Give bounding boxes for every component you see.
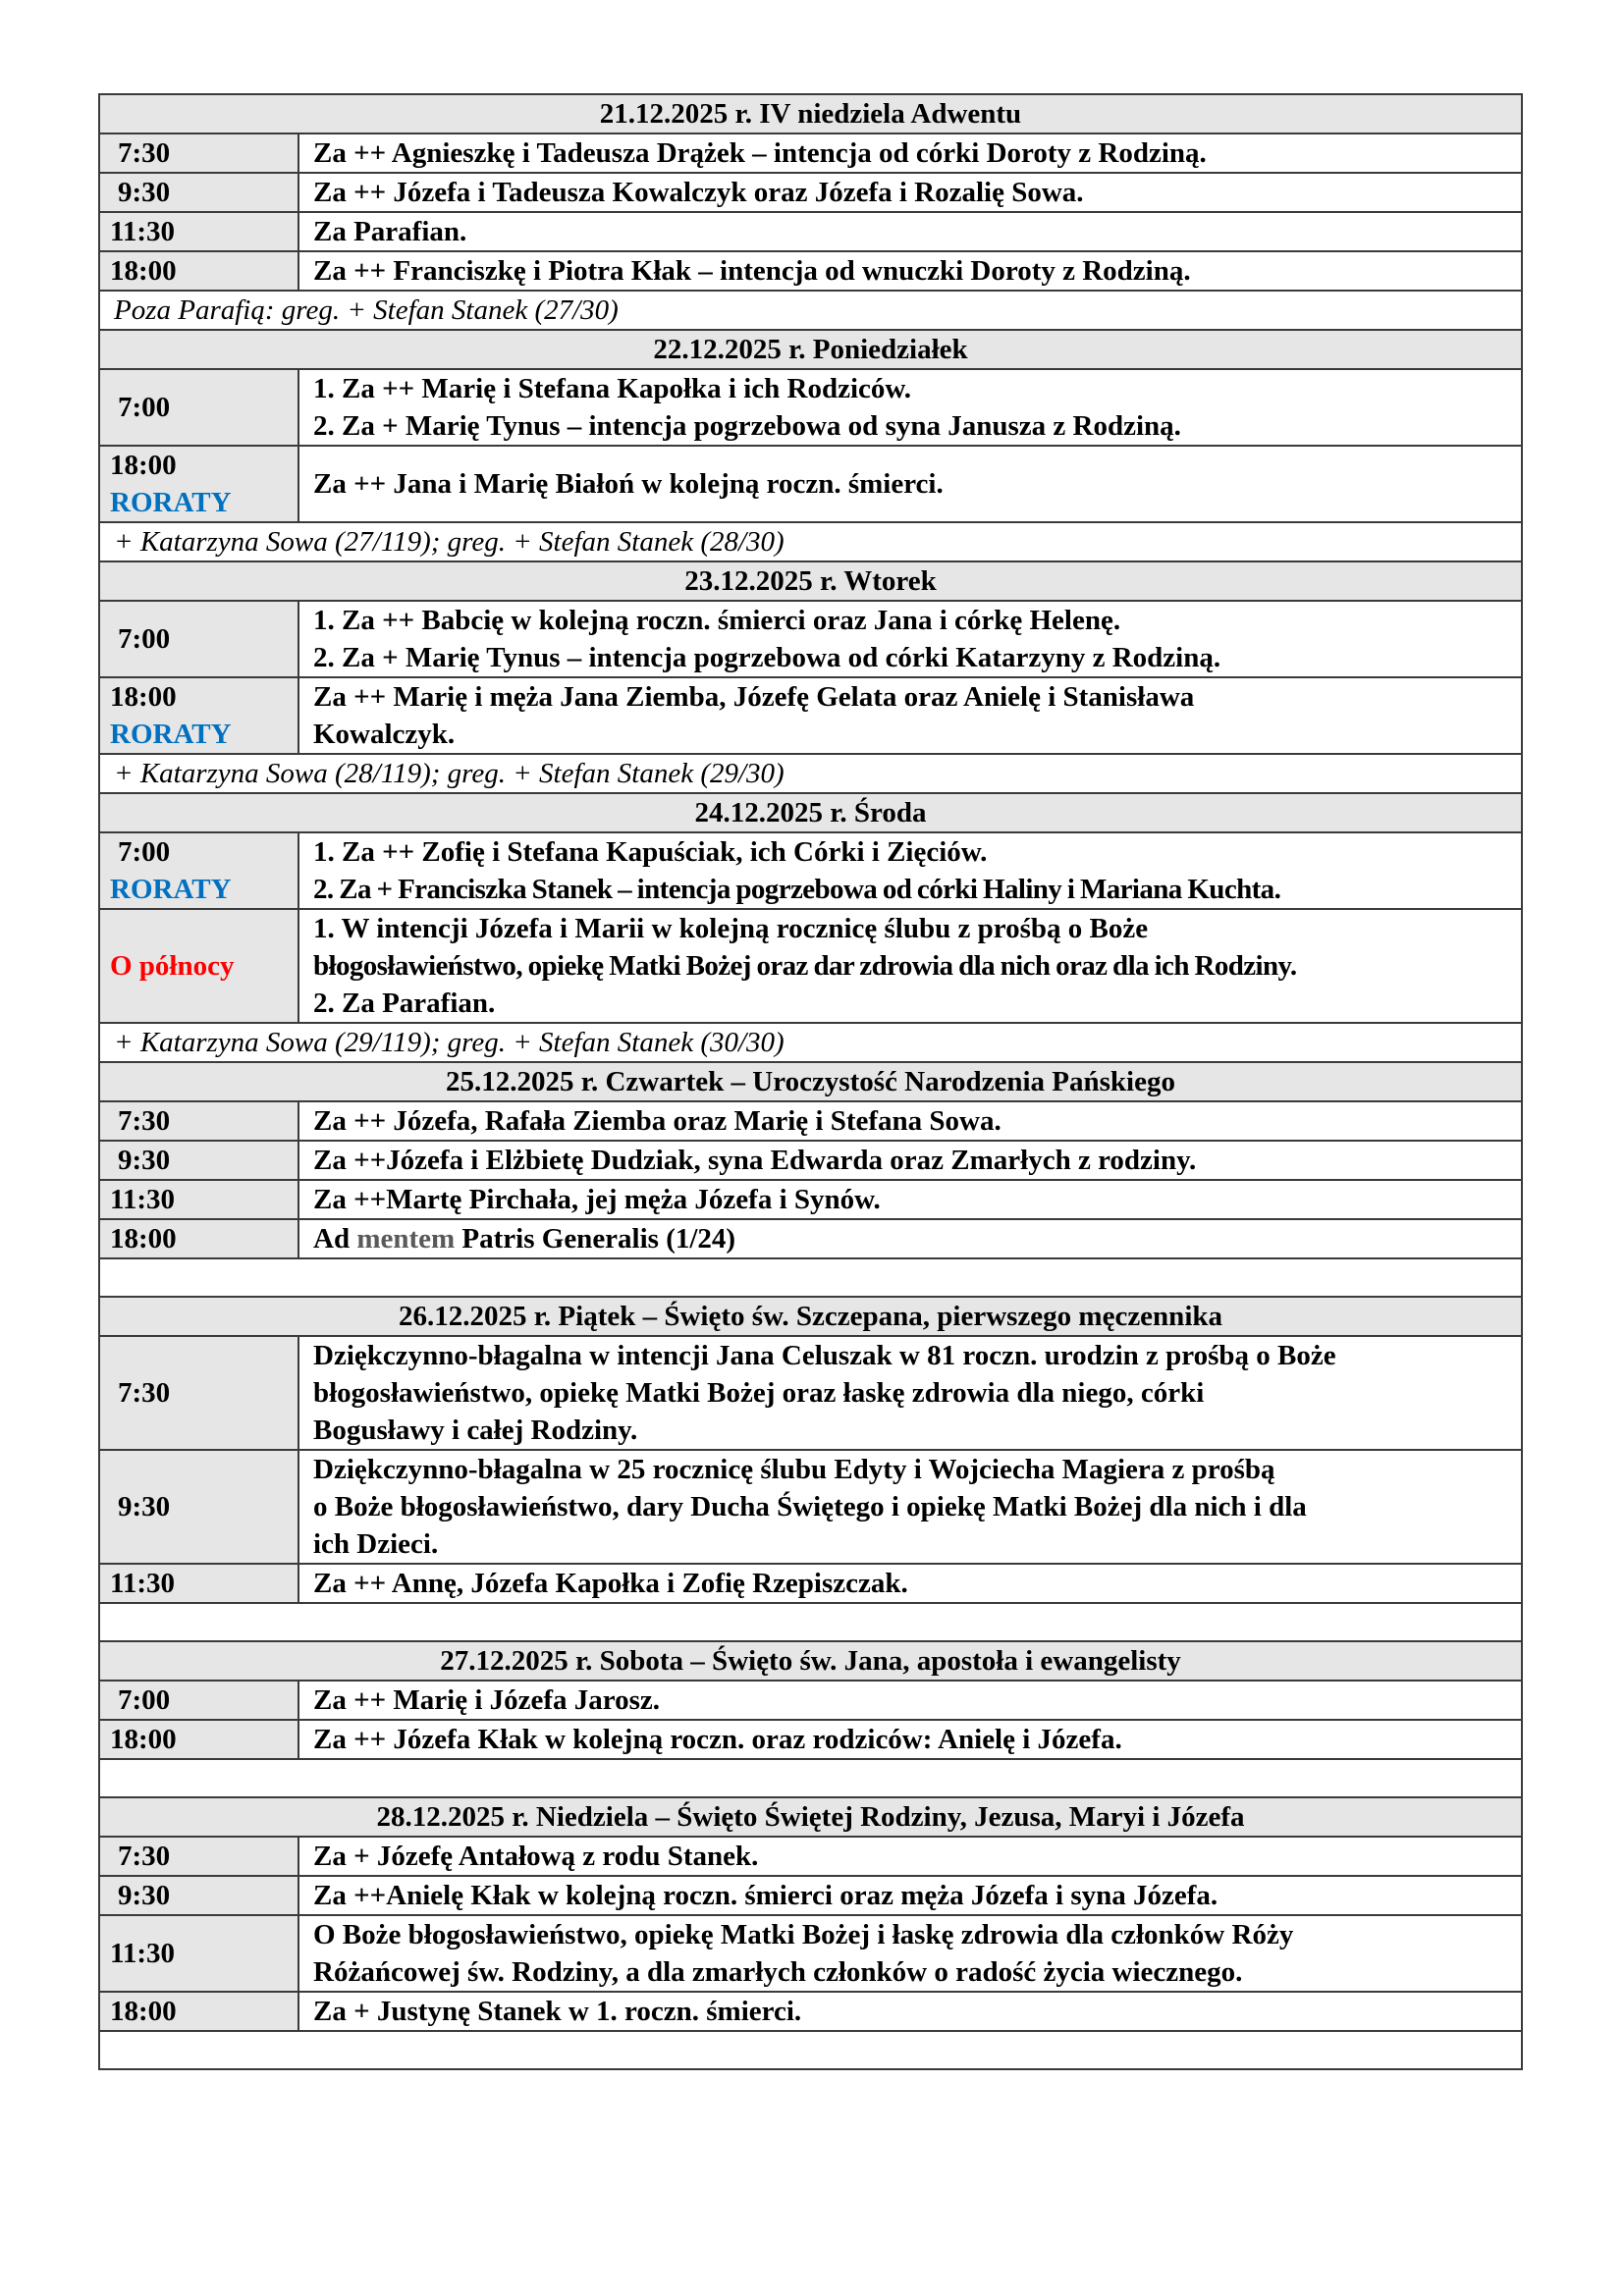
gregorian-note: + Katarzyna Sowa (27/119); greg. + Stefan Stanek (28/30) [99, 522, 1522, 561]
mass-row [99, 1564, 1522, 1603]
intention-part: Patris Generalis (1/24) [455, 1223, 736, 1255]
day-header: 25.12.2025 r. Czwartek – Uroczystość Narodzenia Pańskiego [99, 1062, 1522, 1101]
day-header: 28.12.2025 r. Niedziela – Święto Świętej Rodziny, Jezusa, Maryi i Józefa [99, 1797, 1522, 1837]
intention-line: Za ++ Marię i męża Jana Ziemba, Józefę Gelata oraz Anielę i Stanisława [313, 681, 1195, 713]
mass-time [99, 677, 298, 754]
blank-cell [99, 1603, 1522, 1641]
day-header-row [99, 330, 1522, 369]
mass-time: 11:30 [99, 1180, 298, 1219]
day-header-row [99, 1062, 1522, 1101]
time-text: 7:00 [118, 392, 171, 423]
intention-line: błogosławieństwo, opiekę Matki Bożej oraz dar zdrowia dla nich oraz dla ich Rodziny. [313, 950, 1297, 982]
mass-intention: Za ++Józefa i Elżbietę Dudziak, syna Edwarda oraz Zmarłych z rodziny. [298, 1141, 1522, 1180]
mass-time [99, 832, 298, 909]
spacer-row [99, 1759, 1522, 1797]
time-text: 9:30 [118, 1491, 171, 1522]
mass-time [99, 909, 298, 1023]
mass-intention: Za ++ Franciszkę i Piotra Kłak – intencja od wnuczki Doroty z Rodziną. [298, 251, 1522, 291]
mass-row [99, 251, 1522, 291]
day-header-row [99, 561, 1522, 601]
day-header-row [99, 1641, 1522, 1681]
mass-row [99, 1336, 1522, 1450]
mass-time: 18:00 [99, 1720, 298, 1759]
note-row [99, 522, 1522, 561]
blank-cell [99, 2031, 1522, 2069]
mass-time [99, 1450, 298, 1564]
mass-time: 18:00 [99, 1219, 298, 1258]
spacer-row [99, 1258, 1522, 1297]
mass-row [99, 1180, 1522, 1219]
mass-time [99, 1681, 298, 1720]
time-text: 7:00 [118, 623, 171, 655]
mass-row [99, 1681, 1522, 1720]
mass-intention [298, 369, 1522, 446]
mass-intention: Za + Józefę Antałową z rodu Stanek. [298, 1837, 1522, 1876]
mass-time: 18:00 [99, 251, 298, 291]
intention-line: Dziękczynno-błagalna w 25 rocznicę ślubu Edyty i Wojciecha Magiera z prośbą [313, 1454, 1275, 1485]
intention-part-muted: mentem [356, 1223, 456, 1255]
day-header: 24.12.2025 r. Środa [99, 793, 1522, 832]
mass-intention: Za ++ Józefa i Tadeusza Kowalczyk oraz Józefa i Rozalię Sowa. [298, 173, 1522, 212]
day-header: 21.12.2025 r. IV niedziela Adwentu [99, 94, 1522, 133]
intention-line: Dziękczynno-błagalna w intencji Jana Celuszak w 81 roczn. urodzin z prośbą o Boże [313, 1340, 1336, 1371]
mass-intention: Za ++Anielę Kłak w kolejną roczn. śmierci oraz męża Józefa i syna Józefa. [298, 1876, 1522, 1915]
mass-row [99, 173, 1522, 212]
roraty-label: RORATY [110, 487, 232, 518]
mass-time [99, 133, 298, 173]
mass-row [99, 1101, 1522, 1141]
mass-time [99, 1837, 298, 1876]
time-text: 7:30 [118, 1377, 171, 1409]
day-header: 23.12.2025 r. Wtorek [99, 561, 1522, 601]
mass-intention [298, 1915, 1522, 1992]
mass-intention: Za ++ Józefa Kłak w kolejną roczn. oraz rodziców: Anielę i Józefa. [298, 1720, 1522, 1759]
mass-time: 11:30 [99, 1915, 298, 1992]
day-header: 26.12.2025 r. Piątek – Święto św. Szczepana, pierwszego męczennika [99, 1297, 1522, 1336]
time-text: 7:00 [118, 1684, 171, 1716]
intention-line: 2. Za + Marię Tynus – intencja pogrzebowa od córki Katarzyny z Rodziną. [313, 642, 1221, 673]
mass-row [99, 1720, 1522, 1759]
time-text: 18:00 [110, 681, 177, 713]
mass-time [99, 601, 298, 677]
intention-line: Bogusławy i całej Rodziny. [313, 1415, 638, 1446]
mass-row [99, 446, 1522, 522]
day-header-row [99, 1297, 1522, 1336]
roraty-label: RORATY [110, 719, 232, 750]
intention-line: błogosławieństwo, opiekę Matki Bożej oraz łaskę zdrowia dla niego, córki [313, 1377, 1205, 1409]
mass-row [99, 601, 1522, 677]
mass-time [99, 1101, 298, 1141]
mass-intention: Za ++ Marię i Józefa Jarosz. [298, 1681, 1522, 1720]
intention-line: ich Dzieci. [313, 1528, 439, 1560]
mass-row [99, 1992, 1522, 2031]
mass-time: 11:30 [99, 212, 298, 251]
mass-intention: Za ++ Józefa, Rafała Ziemba oraz Marię i Stefana Sowa. [298, 1101, 1522, 1141]
intention-line: Kowalczyk. [313, 719, 456, 750]
time-text: 9:30 [118, 1145, 171, 1176]
mass-row [99, 677, 1522, 754]
mass-time: 18:00 [99, 1992, 298, 2031]
midnight-label: O północy [110, 950, 235, 982]
mass-row [99, 1915, 1522, 1992]
mass-row [99, 832, 1522, 909]
mass-intention: Za ++Martę Pirchała, jej męża Józefa i Synów. [298, 1180, 1522, 1219]
spacer-row [99, 2031, 1522, 2069]
intention-line: 2. Za + Marię Tynus – intencja pogrzebowa od syna Janusza z Rodziną. [313, 410, 1181, 442]
mass-intention: Za Parafian. [298, 212, 1522, 251]
blank-cell [99, 1258, 1522, 1297]
note-row [99, 291, 1522, 330]
mass-intention: Za ++ Agnieszkę i Tadeusza Drążek – intencja od córki Doroty z Rodziną. [298, 133, 1522, 173]
gregorian-note: Poza Parafią: greg. + Stefan Stanek (27/30) [99, 291, 1522, 330]
intention-line: 2. Za + Franciszka Stanek – intencja pogrzebowa od córki Haliny i Mariana Kuchta. [313, 874, 1281, 905]
mass-row [99, 369, 1522, 446]
mass-row [99, 1876, 1522, 1915]
day-header-row [99, 793, 1522, 832]
gregorian-note: + Katarzyna Sowa (29/119); greg. + Stefan Stanek (30/30) [99, 1023, 1522, 1062]
intention-line: O Boże błogosławieństwo, opiekę Matki Bożej i łaskę zdrowia dla członków Róży [313, 1919, 1294, 1950]
roraty-label: RORATY [110, 874, 232, 905]
mass-row [99, 1219, 1522, 1258]
time-text: 7:00 [118, 836, 171, 868]
mass-time [99, 1336, 298, 1450]
mass-time: 11:30 [99, 1564, 298, 1603]
mass-intention: Za ++ Annę, Józefa Kapołka i Zofię Rzepiszczak. [298, 1564, 1522, 1603]
time-text: 9:30 [118, 1880, 171, 1911]
intention-line: 1. Za ++ Babcię w kolejną roczn. śmierci oraz Jana i córkę Helenę. [313, 605, 1121, 636]
mass-intention [298, 1219, 1522, 1258]
mass-row [99, 1141, 1522, 1180]
mass-intentions-table [98, 93, 1523, 2070]
mass-row [99, 1450, 1522, 1564]
mass-intention [298, 832, 1522, 909]
mass-intention [298, 601, 1522, 677]
mass-row [99, 133, 1522, 173]
mass-intention: Za + Justynę Stanek w 1. roczn. śmierci. [298, 1992, 1522, 2031]
mass-time [99, 1141, 298, 1180]
time-text: 7:30 [118, 1105, 171, 1137]
spacer-row [99, 1603, 1522, 1641]
mass-intention [298, 909, 1522, 1023]
intention-line: 1. Za ++ Marię i Stefana Kapołka i ich Rodziców. [313, 373, 912, 404]
mass-intention [298, 1336, 1522, 1450]
time-text: 9:30 [118, 177, 171, 208]
mass-time [99, 369, 298, 446]
intention-line: 1. Za ++ Zofię i Stefana Kapuściak, ich Córki i Zięciów. [313, 836, 988, 868]
day-header: 22.12.2025 r. Poniedziałek [99, 330, 1522, 369]
note-row [99, 754, 1522, 793]
time-text: 18:00 [110, 450, 177, 481]
time-text: 7:30 [118, 137, 171, 169]
day-header-row [99, 94, 1522, 133]
intention-part: Ad [313, 1223, 357, 1255]
day-header-row [99, 1797, 1522, 1837]
mass-row [99, 212, 1522, 251]
mass-time [99, 1876, 298, 1915]
mass-row [99, 909, 1522, 1023]
mass-time [99, 173, 298, 212]
mass-row [99, 1837, 1522, 1876]
blank-cell [99, 1759, 1522, 1797]
mass-intention [298, 1450, 1522, 1564]
mass-intention: Za ++ Jana i Marię Białoń w kolejną roczn. śmierci. [298, 446, 1522, 522]
intention-line: o Boże błogosławieństwo, dary Ducha Świętego i opiekę Matki Bożej dla nich i dla [313, 1491, 1307, 1522]
intention-line: 1. W intencji Józefa i Marii w kolejną rocznicę ślubu z prośbą o Boże [313, 913, 1149, 944]
intention-line: 2. Za Parafian. [313, 988, 496, 1019]
mass-intention [298, 677, 1522, 754]
intention-line: Różańcowej św. Rodziny, a dla zmarłych członków o radość życia wiecznego. [313, 1956, 1243, 1988]
time-text: 7:30 [118, 1841, 171, 1872]
day-header: 27.12.2025 r. Sobota – Święto św. Jana, apostoła i ewangelisty [99, 1641, 1522, 1681]
note-row [99, 1023, 1522, 1062]
mass-time [99, 446, 298, 522]
gregorian-note: + Katarzyna Sowa (28/119); greg. + Stefan Stanek (29/30) [99, 754, 1522, 793]
